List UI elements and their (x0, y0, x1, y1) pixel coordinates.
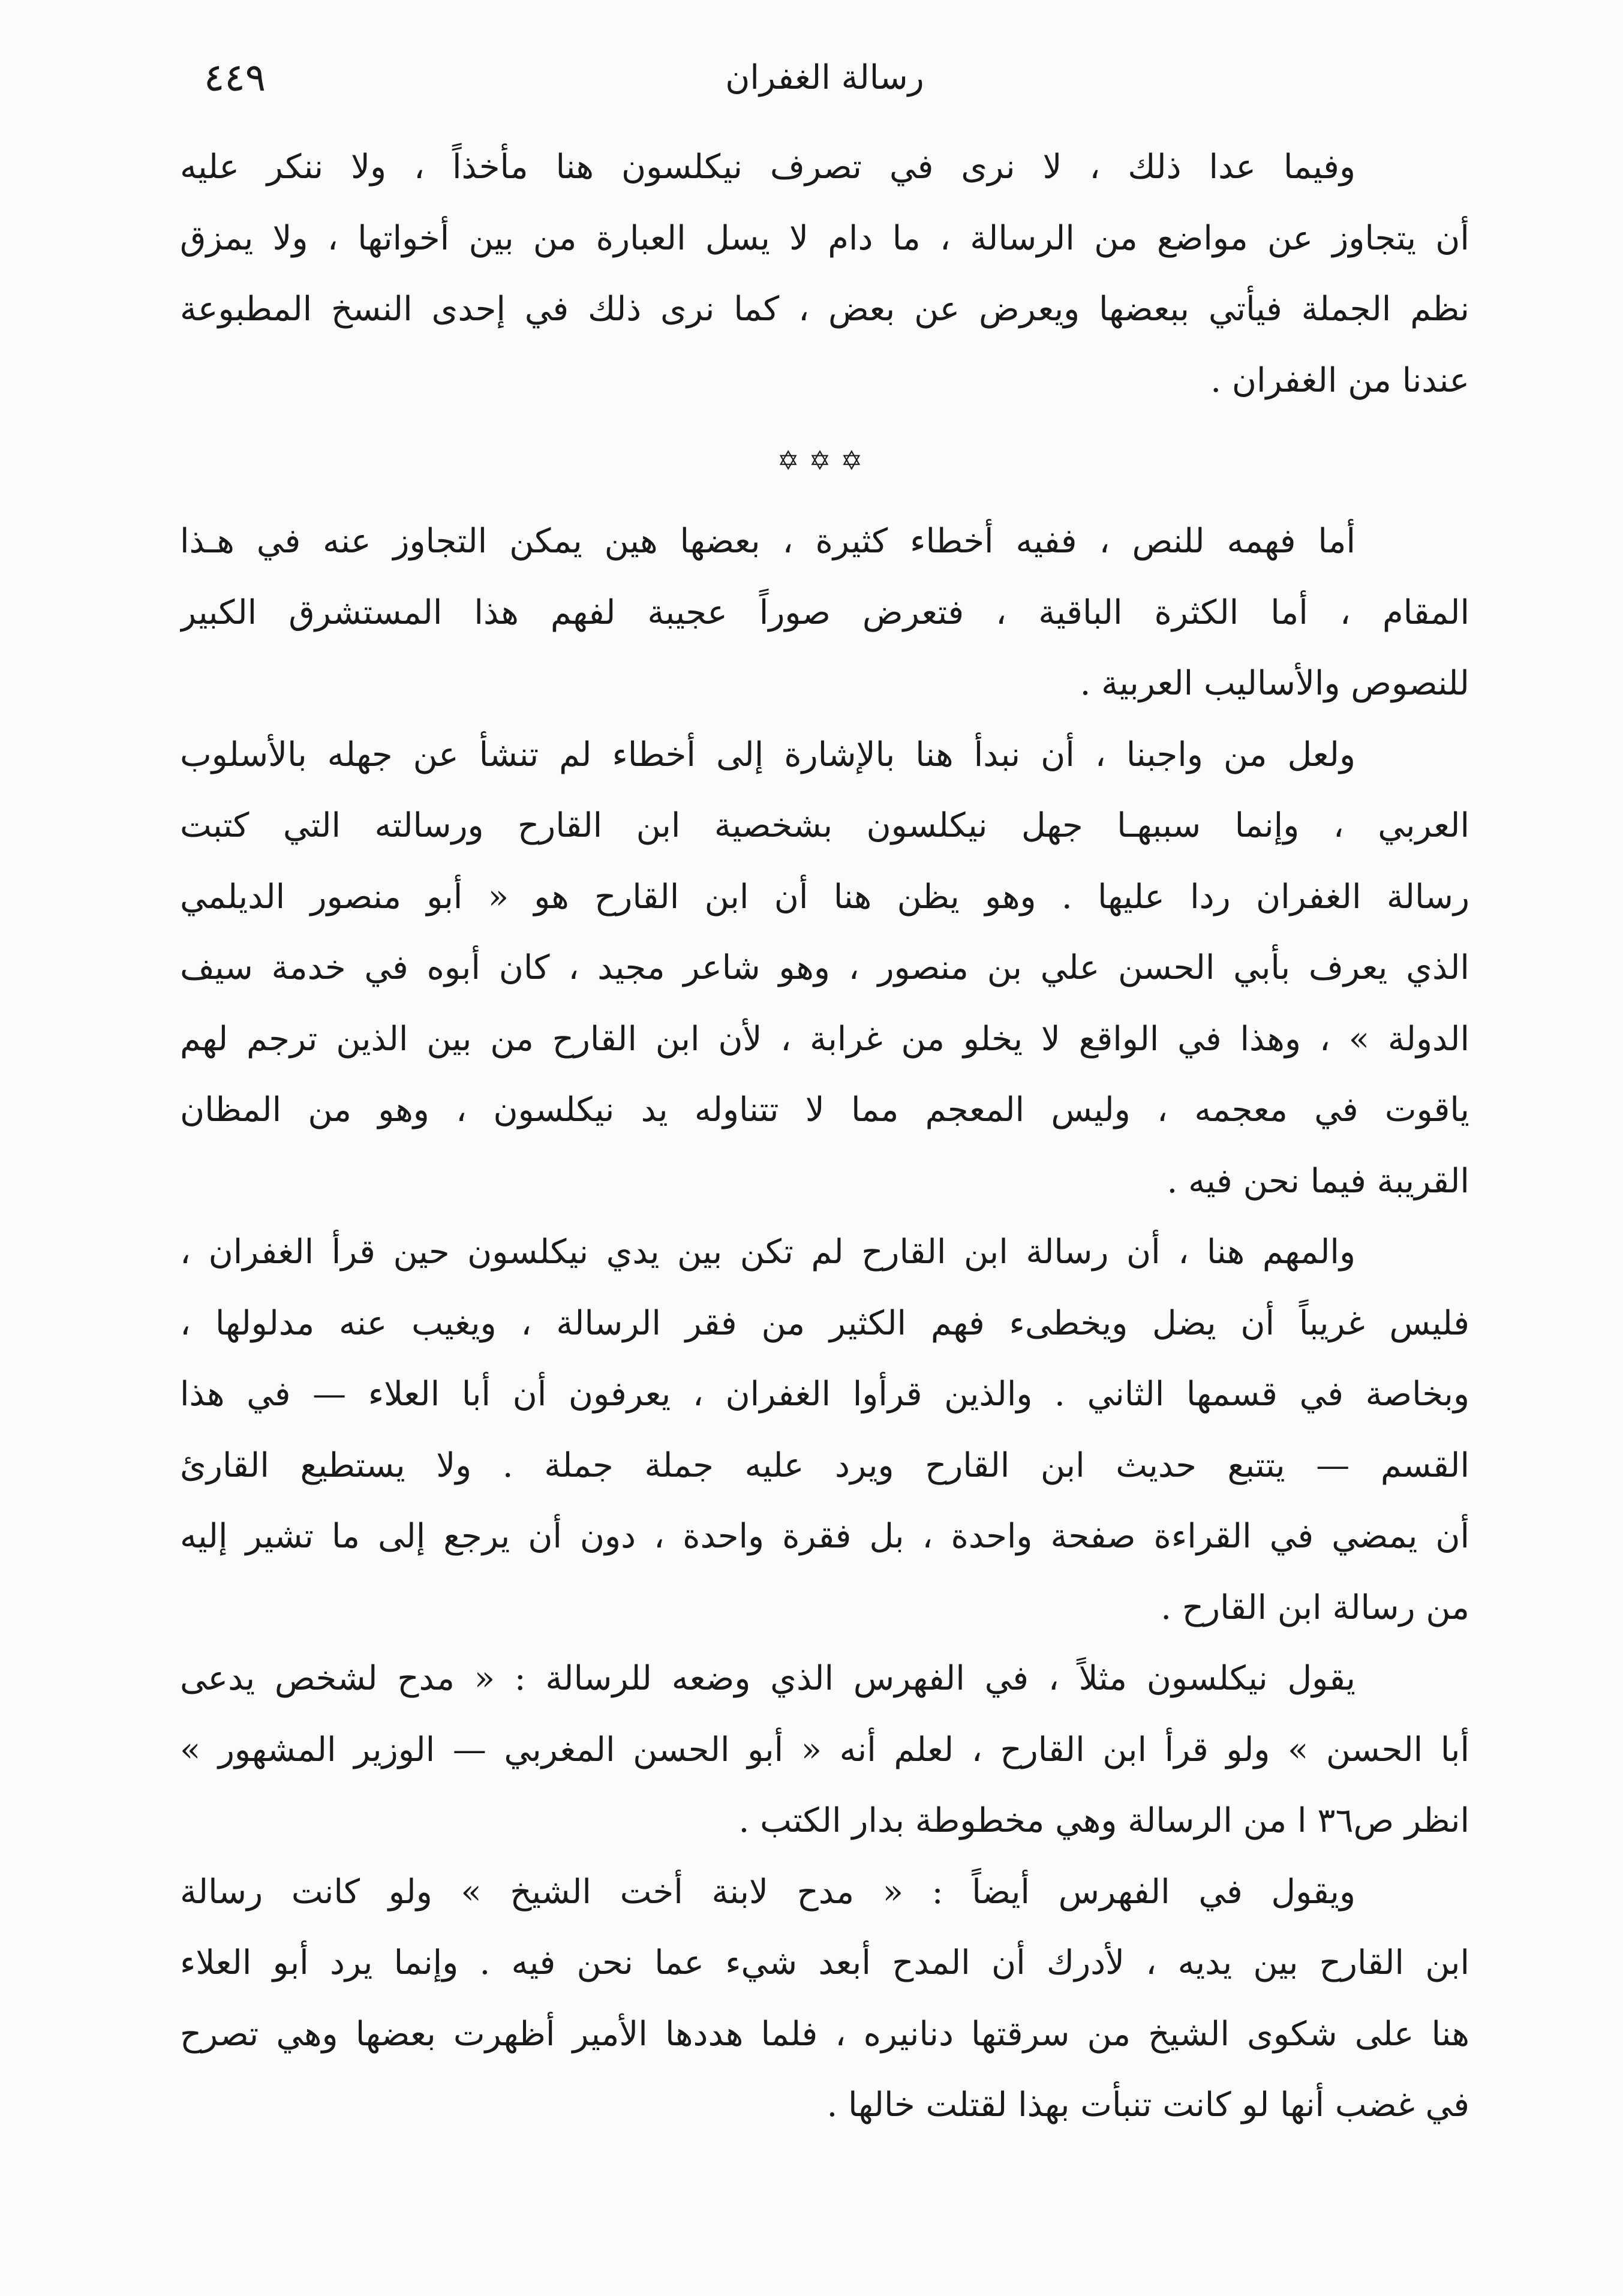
paragraph-3 (180, 720, 1469, 1218)
text-line: العربي ، وإنما سببهـا جهل نيكلسون بشخصية ابن القارح ورسالته التي كتبت (180, 806, 1469, 845)
running-title: رسالة الغفران (725, 58, 924, 97)
paragraph-6 (180, 1857, 1469, 2141)
section-break-stars-icon: ✡✡✡ (777, 446, 873, 476)
text-line: أما فهمه للنص ، ففيه أخطاء كثيرة ، بعضها هين يمكن التجاوز عنه في هـذا (180, 522, 1355, 561)
text-line: هنا على شكوى الشيخ من سرقتها دنانيره ، فلما هددها الأمير أظهرت بعضها وهي تصرح (180, 2014, 1469, 2054)
paragraph-5 (180, 1643, 1469, 1857)
text-line: ياقوت في معجمه ، وليس المعجم مما لا تتناوله يد نيكلسون ، وهو من المظان (180, 1090, 1469, 1129)
text-line: الدولة » ، وهذا في الواقع لا يخلو من غرابة ، لأن ابن القارح من بين الذين ترجم لهم (180, 1019, 1469, 1059)
text-line: القريبة فيما نحن فيه . (1167, 1161, 1469, 1201)
text-line: وبخاصة في قسمها الثاني . والذين قرأوا الغفران ، يعرفون أن أبا العلاء — في هذا (180, 1375, 1469, 1414)
text-line: القسم — يتتبع حديث ابن القارح ويرد عليه جملة جملة . ولا يستطيع القارئ (180, 1445, 1469, 1485)
text-line: الذي يعرف بأبي الحسن علي بن منصور ، وهو شاعر مجيد ، كان أبوه في خدمة سيف (180, 948, 1469, 987)
text-line: رسالة الغفران ردا عليها . وهو يظن هنا أن ابن القارح هو « أبو منصور الديلمي (180, 877, 1469, 916)
text-line: عندنا من الغفران . (1210, 360, 1469, 400)
text-line: وفيما عدا ذلك ، لا نرى في تصرف نيكلسون هنا مأخذاً ، ولا ننكر عليه (180, 148, 1355, 187)
text-line: للنصوص والأساليب العربية . (1080, 664, 1469, 703)
text-line: من رسالة ابن القارح . (1161, 1588, 1469, 1627)
text-line: أبا الحسن » ولو قرأ ابن القارح ، لعلم أنه « أبو الحسن المغربي — الوزير المشهور » (180, 1730, 1469, 1769)
text-line: في غضب أنها لو كانت تنبأت بهذا لقتلت خالها . (826, 2085, 1469, 2124)
text-line: انظر ص٣٦ ا من الرسالة وهي مخطوطة بدار الكتب . (738, 1801, 1469, 1840)
text-line: والمهم هنا ، أن رسالة ابن القارح لم تكن بين يدي نيكلسون حين قرأ الغفران ، (180, 1233, 1355, 1272)
text-line: ابن القارح بين يديه ، لأدرك أن المدح أبعد شيء عما نحن فيه . وإنما يرد أبو العلاء (180, 1943, 1469, 1982)
paragraph-1 (180, 132, 1469, 416)
paragraph-2 (180, 506, 1469, 720)
text-line: أن يتجاوز عن مواضع من الرسالة ، ما دام لا يسل العبارة من بين أخواتها ، ولا يمزق (180, 218, 1469, 258)
text-line: فليس غريباً أن يضل ويخطىء فهم الكثير من فقر الرسالة ، ويغيب عنه مدلولها ، (180, 1303, 1469, 1343)
text-line: المقام ، أما الكثرة الباقية ، فتعرض صوراً عجيبة لفهم هذا المستشرق الكبير (180, 593, 1469, 632)
text-line: نظم الجملة فيأتي ببعضها ويعرض عن بعض ، كما نرى ذلك في إحدى النسخ المطبوعة (180, 290, 1469, 329)
text-line: أن يمضي في القراءة صفحة واحدة ، بل فقرة واحدة ، دون أن يرجع إلى ما تشير إليه (180, 1517, 1469, 1556)
text-line: ولعل من واجبنا ، أن نبدأ هنا بالإشارة إلى أخطاء لم تنشأ عن جهله بالأسلوب (180, 735, 1355, 774)
page-number: ٤٤٩ (204, 56, 266, 100)
page-header (180, 51, 1469, 105)
paragraph-4 (180, 1217, 1469, 1643)
text-line: يقول نيكلسون مثلاً ، في الفهرس الذي وضعه للرسالة : « مدح لشخص يدعى (180, 1659, 1355, 1698)
text-line: ويقول في الفهرس أيضاً : « مدح لابنة أخت الشيخ » ولو كانت رسالة (180, 1872, 1355, 1912)
body-text (180, 132, 1469, 2141)
